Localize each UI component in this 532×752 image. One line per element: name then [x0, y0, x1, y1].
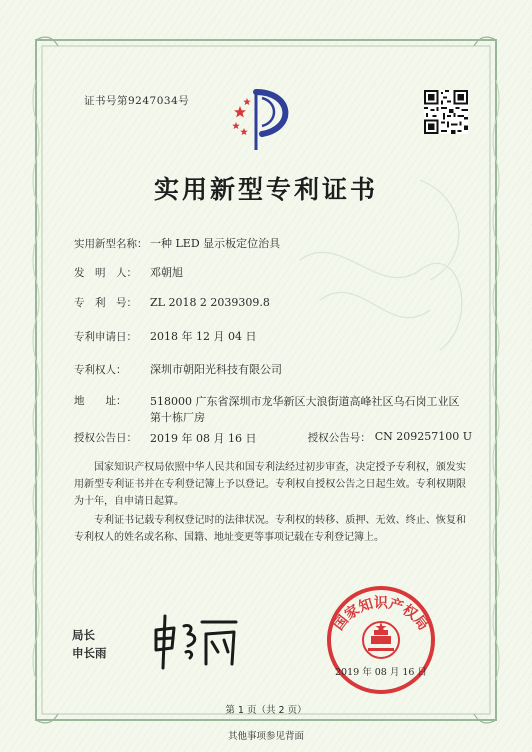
grant-number-label: 授权公告号： [307, 432, 371, 444]
patent-number-row [74, 296, 270, 310]
footer-note: 其他事项参见背面 [227, 731, 304, 742]
utility-model-name-value: 一种 LED 显示板定位治具 [150, 237, 281, 250]
certificate-title: 实用新型专利证书 [153, 175, 378, 204]
filing-date-label: 专利申请日： [74, 331, 137, 343]
patent-number-label: 专 利 号： [74, 297, 137, 309]
address-row [74, 394, 470, 426]
director-name: 申长雨 [72, 646, 107, 660]
body-paragraph-1: 国家知识产权局依照中华人民共和国专利法经过初步审查，决定授予专利权，颁发实用新型专利证书并在专利登记簿上予以登记。专利权自授权公告之日起生效。专利权期限为十年，自申请日起算。 [74, 462, 466, 507]
grant-number-group [308, 430, 472, 446]
utility-model-name-row [74, 237, 280, 251]
grant-number-value: CN 209257100 U [374, 430, 472, 443]
filing-date-row [74, 330, 256, 344]
page-indicator: 第 1 页（共 2 页） [225, 705, 307, 716]
utility-model-name-label: 实用新型名称： [74, 238, 148, 250]
grant-row [74, 430, 472, 446]
handwritten-signature [150, 612, 242, 672]
grant-date-label: 授权公告日： [74, 432, 137, 444]
address-value: 518000 广东省深圳市龙华新区大浪街道高峰社区乌石岗工业区第十栋厂房 [150, 395, 460, 424]
inventor-label: 发 明 人： [74, 267, 137, 279]
inventor-value: 邓朝旭 [150, 266, 183, 279]
grant-date-group [74, 430, 256, 446]
qr-code [424, 90, 468, 134]
filing-date-value: 2018 年 12 月 04 日 [150, 330, 257, 343]
patentee-label: 专利权人： [74, 364, 127, 376]
body-paragraph-2: 专利证书记载专利权登记时的法律状况。专利权的转移、质押、无效、终止、恢复和专利权人的姓名或名称、国籍、地址变更等事项记载在专利登记簿上。 [74, 515, 466, 543]
patent-office-logo-icon [226, 84, 298, 156]
patentee-value: 深圳市朝阳光科技有限公司 [150, 363, 282, 376]
patent-number-value: ZL 2018 2 2039309.8 [150, 296, 270, 309]
seal-date: 2019 年 08 月 16 日 [335, 667, 427, 678]
address-label: 地 址： [74, 395, 127, 407]
inventor-row [74, 266, 183, 280]
certificate-number: 证书号第9247034号 [84, 95, 190, 107]
official-seal-icon [316, 578, 446, 698]
grant-date-value: 2019 年 08 月 16 日 [150, 432, 257, 445]
patentee-row [74, 363, 282, 377]
seal-text: 国家知识产权局 [330, 595, 432, 634]
director-title: 局长 [72, 628, 95, 642]
